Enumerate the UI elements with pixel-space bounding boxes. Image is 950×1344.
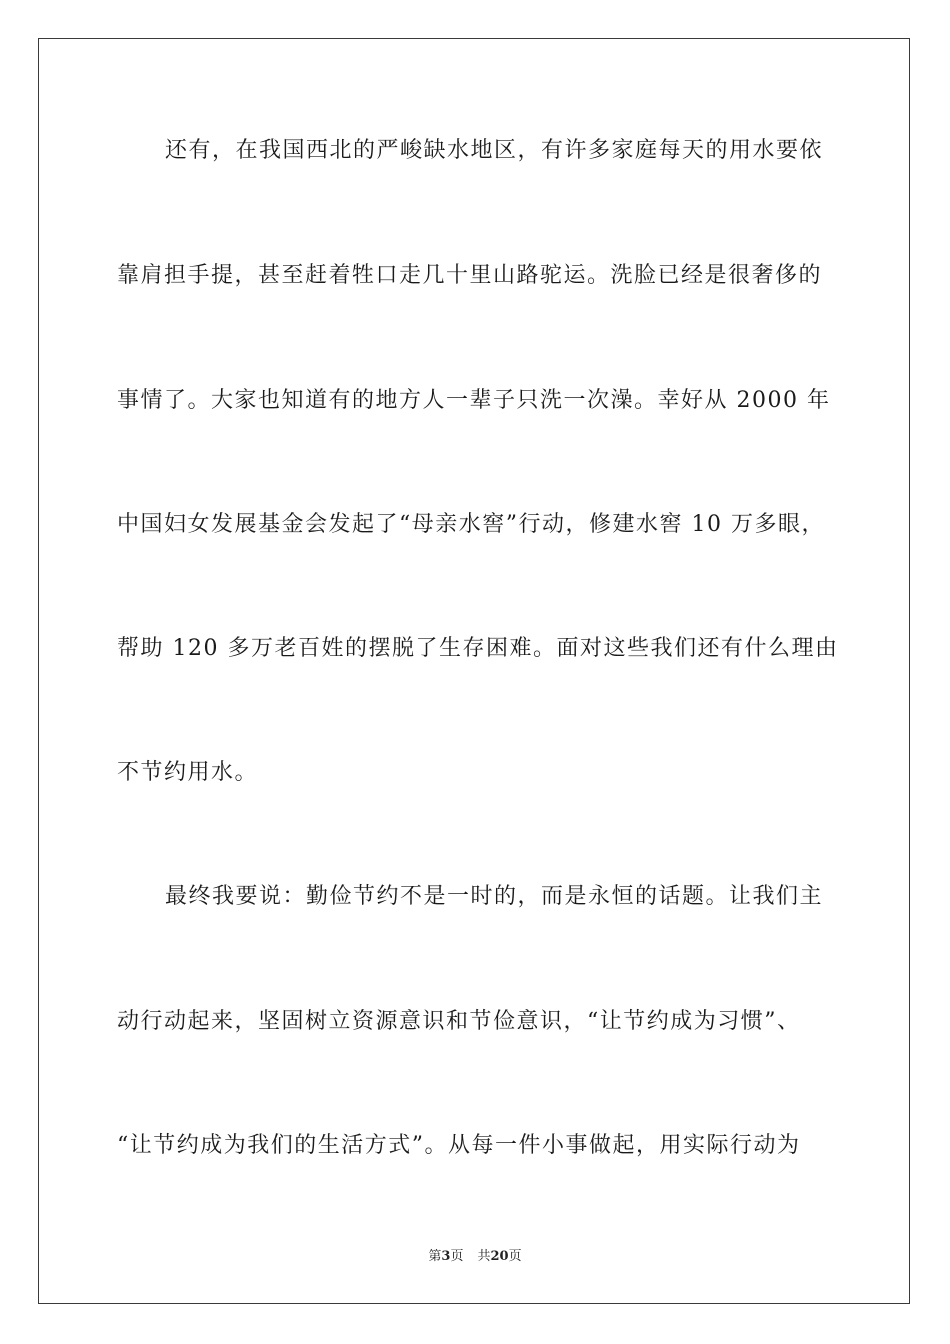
page-footer bbox=[0, 1245, 950, 1264]
page-border bbox=[38, 38, 910, 1304]
paragraph-2-line-2: 动行动起来，坚固树立资源意识和节俭意识，“让节约成为习惯”、 bbox=[117, 1009, 801, 1034]
paragraph-1-line-5: 帮助 120 多万老百姓的摆脱了生存困难。面对这些我们还有什么理由 bbox=[117, 636, 839, 661]
paragraph-1-line-6: 不节约用水。 bbox=[117, 760, 259, 785]
paragraph-1-line-2: 靠肩担手提，甚至赶着牲口走几十里山路驼运。洗脸已经是很奢侈的 bbox=[117, 263, 823, 288]
paragraph-2-line-1: 最终我要说：勤俭节约不是一时的，而是永恒的话题。让我们主 bbox=[165, 884, 824, 909]
paragraph-2-line-3: “让节约成为我们的生活方式”。从每一件小事做起，用实际行动为 bbox=[117, 1133, 801, 1158]
page-number: 3 bbox=[441, 1249, 451, 1264]
paragraph-1-line-1: 还有，在我国西北的严峻缺水地区，有许多家庭每天的用水要依 bbox=[165, 138, 824, 163]
paragraph-1-line-3: 事情了。大家也知道有的地方人一辈子只洗一次澡。幸好从 2000 年 bbox=[117, 388, 831, 413]
total-pages: 20 bbox=[490, 1249, 509, 1264]
paragraph-1-line-4: 中国妇女发展基金会发起了“母亲水窖”行动，修建水窖 10 万多眼， bbox=[117, 512, 825, 537]
page-prefix: 第 bbox=[428, 1249, 442, 1264]
page-suffix: 页 bbox=[450, 1249, 464, 1264]
total-suffix: 页 bbox=[508, 1249, 522, 1264]
total-prefix: 共 bbox=[477, 1249, 491, 1264]
